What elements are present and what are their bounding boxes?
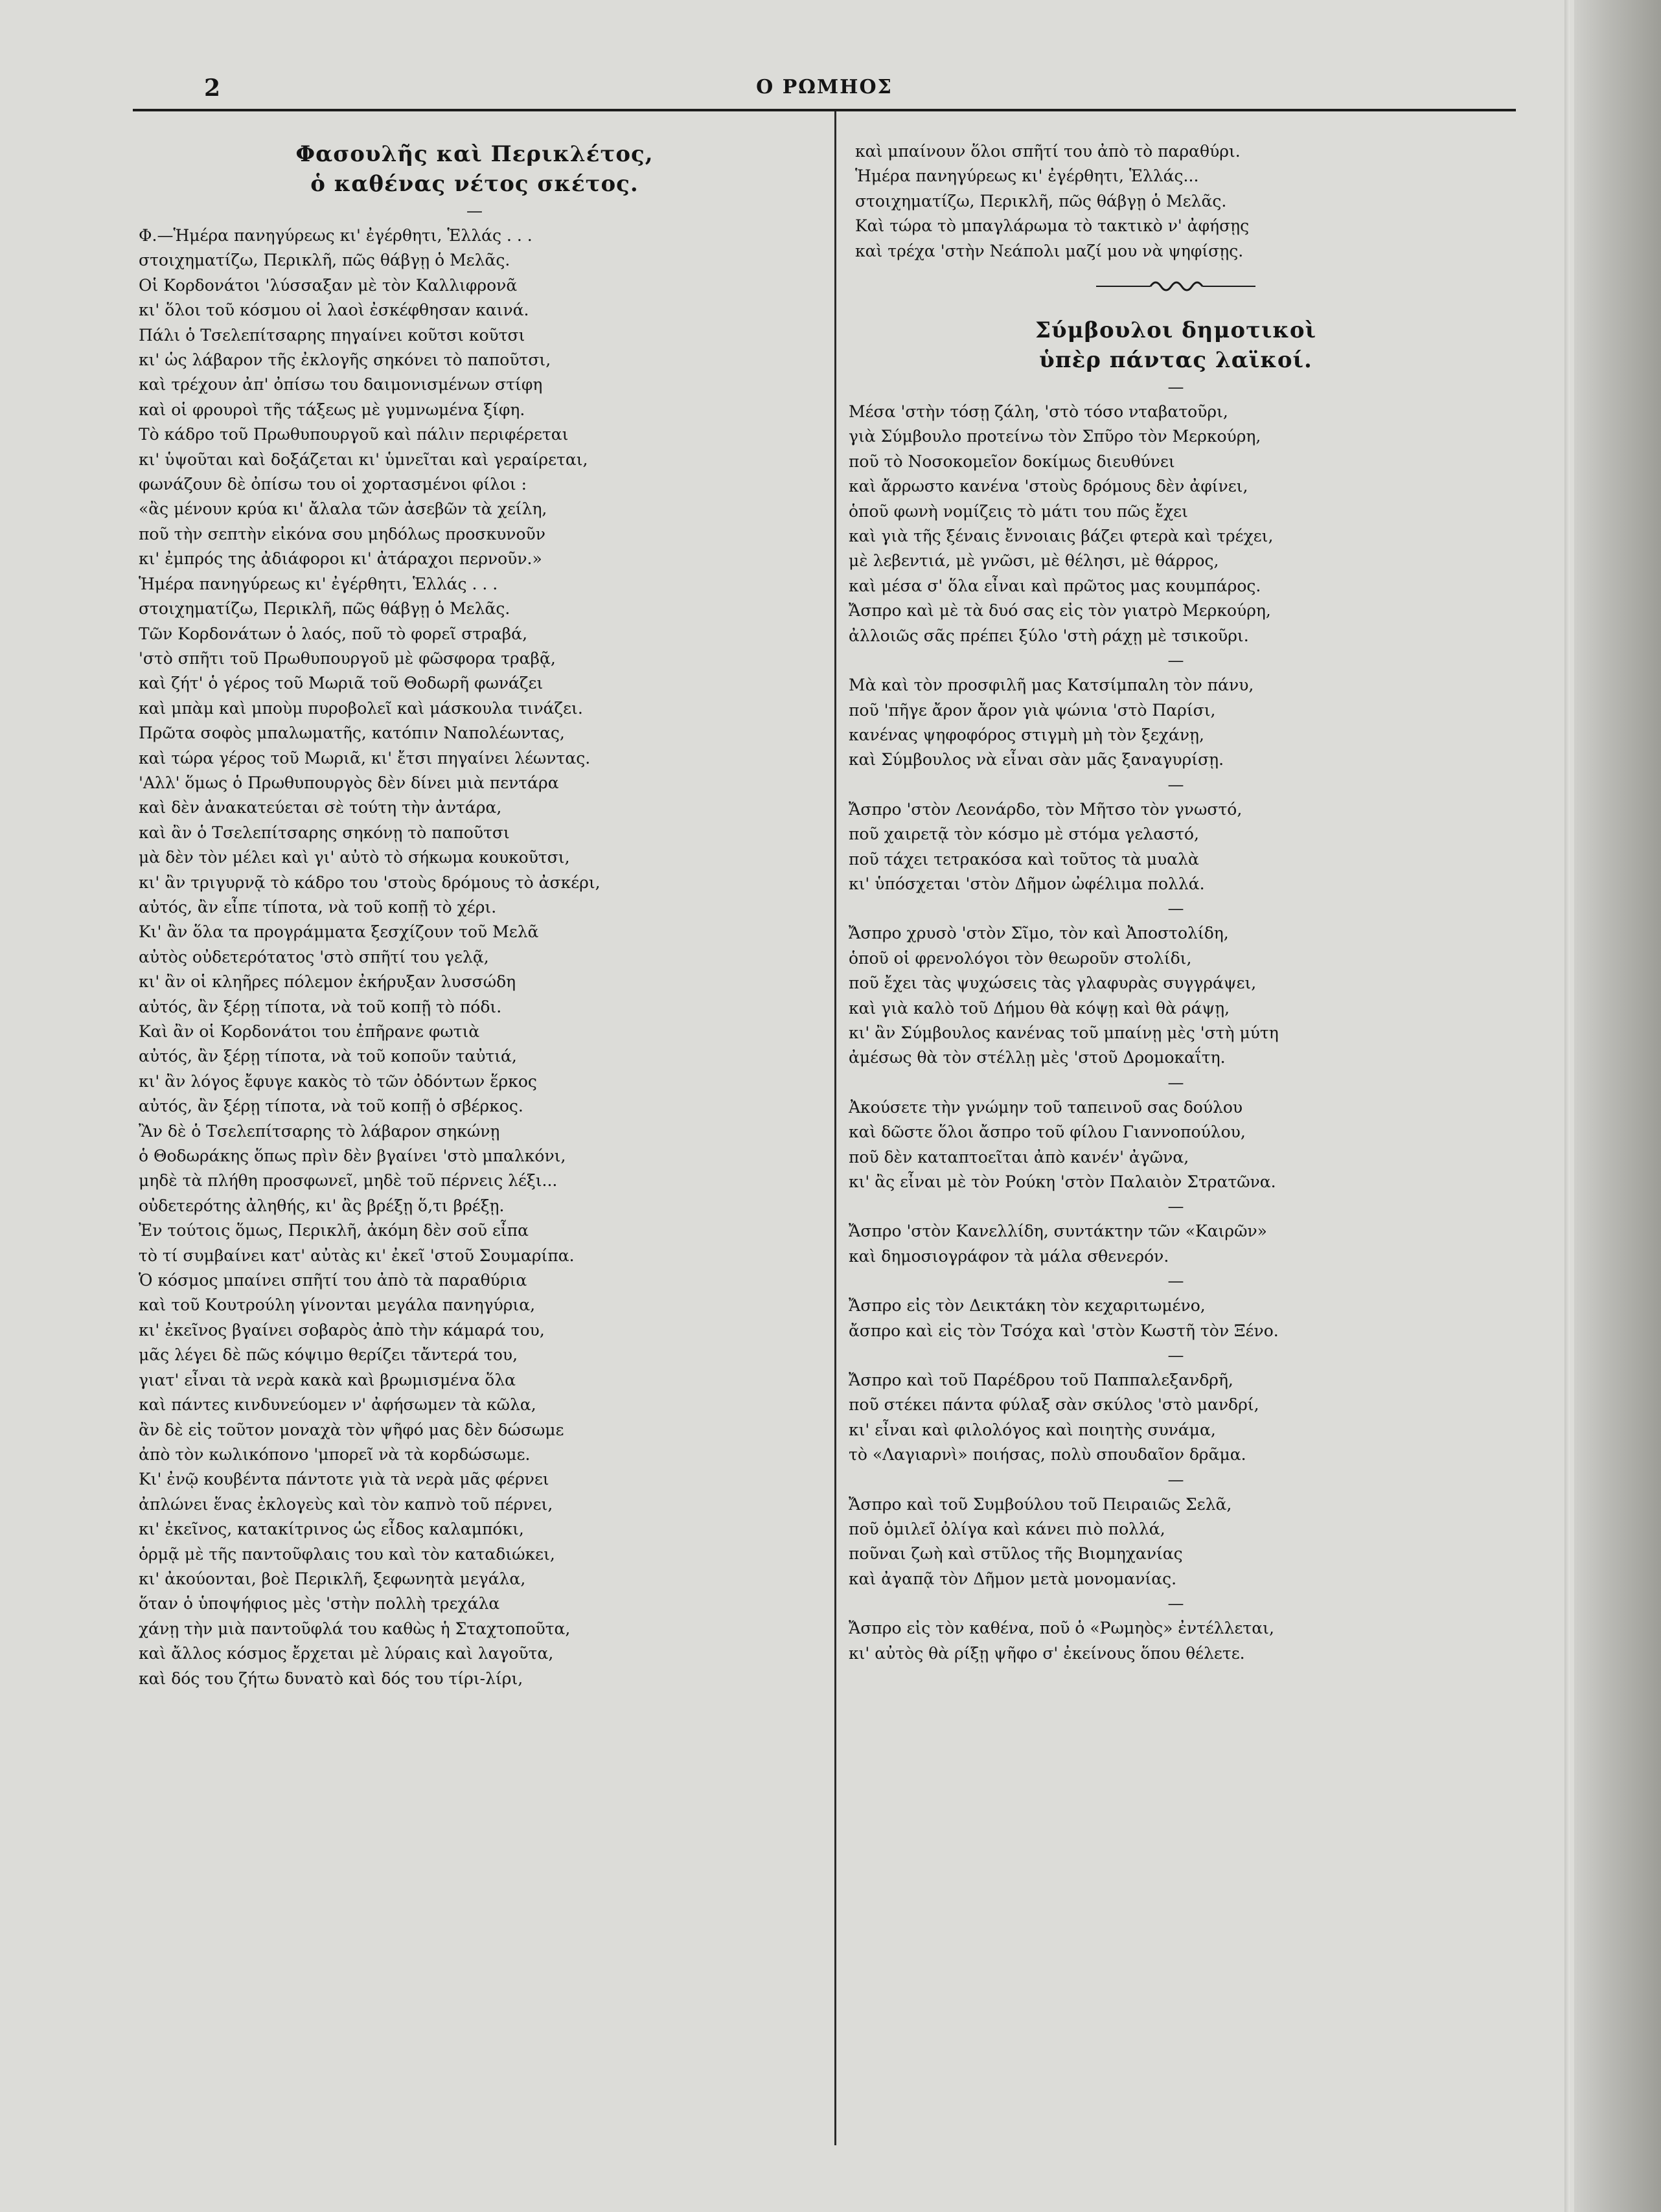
verse-line: τὸ «Λαγιαρνὶ» ποιήσας, πολὺ σπουδαῖον δρᾶμα. bbox=[849, 1445, 1246, 1465]
verse-line: ποῦ στέκει πάντα φύλαξ σὰν σκύλος 'στὸ μανδρί, bbox=[849, 1395, 1259, 1415]
verse-line: Οἱ Κορδονάτοι 'λύσσαξαν μὲ τὸν Καλλιφρονᾶ bbox=[139, 275, 518, 295]
stanza-separator: — bbox=[1167, 1197, 1184, 1216]
verse-line: αὐτὸς οὐδετερότατος 'στὸ σπῆτί του γελᾷ, bbox=[139, 947, 489, 966]
page-number: 2 bbox=[204, 74, 221, 102]
verse-line: Ἄσπρο 'στὸν Λεονάρδο, τὸν Μῆτσο τὸν γνωστό, bbox=[849, 799, 1243, 819]
stanza bbox=[849, 921, 1503, 1070]
right-column bbox=[849, 139, 1503, 1666]
verse-line: καὶ ἄρρωστο κανένα 'στοὺς δρόμους δὲν ἀφίνει, bbox=[849, 477, 1248, 496]
verse-line: ἀπὸ τὸν κωλικόπονο 'μπορεῖ νὰ τὰ κορδώσωμε. bbox=[139, 1444, 531, 1464]
stanza-separator: — bbox=[1167, 1271, 1184, 1291]
verse-line: κι' ὑπόσχεται 'στὸν Δῆμον ὠφέλιμα πολλά. bbox=[849, 874, 1205, 893]
verse-line: ἀπλώνει ἕνας ἐκλογεὺς καὶ τὸν καπνὸ τοῦ πέρνει, bbox=[139, 1494, 553, 1514]
verse-line: ποῦ δὲν καταπτοεῖται ἀπὸ κανέν' ἀγῶνα, bbox=[849, 1147, 1189, 1167]
verse-line: καὶ ζήτ' ὁ γέρος τοῦ Μωριᾶ τοῦ Θοδωρῆ φωνάζει bbox=[139, 674, 544, 693]
verse-line: καὶ δῶστε ὅλοι ἄσπρο τοῦ φίλου Γιαννοπούλου, bbox=[849, 1123, 1246, 1142]
verse-line: Ἄσπρο εἰς τὸν Δεικτάκη τὸν κεχαριτωμένο, bbox=[849, 1296, 1206, 1316]
verse-line: Κι' ἐνῷ κουβέντα πάντοτε γιὰ τὰ νερὰ μᾶς φέρνει bbox=[139, 1470, 549, 1489]
verse-line: Μὰ καὶ τὸν προσφιλῆ μας Κατσίμπαλη τὸν πάνυ, bbox=[849, 676, 1254, 695]
verse-line: καὶ ἀγαπᾷ τὸν Δῆμον μετὰ μονομανίας. bbox=[849, 1569, 1177, 1588]
verse-line: κι' αὐτὸς θὰ ρίξῃ ψῆφο σ' ἐκείνους ὅπου θέλετε. bbox=[849, 1643, 1245, 1663]
verse-line: ποῦ ἔχει τὰς ψυχώσεις τὰς γλαφυρὰς συγγράψει, bbox=[849, 974, 1257, 993]
verse-line: ὁποῦ οἱ φρενολόγοι τὸν θεωροῦν στολίδι, bbox=[849, 948, 1192, 968]
verse-line: στοιχηματίζω, Περικλῆ, πῶς θάβγῃ ὁ Μελᾶς. bbox=[139, 251, 510, 270]
verse-line: ὁποῦ φωνὴ νομίζεις τὸ μάτι του πῶς ἔχει bbox=[849, 501, 1188, 521]
masthead-title: Ο ΡΩΜΗΟΣ bbox=[756, 76, 893, 98]
verse-line: ἀλλοιῶς σᾶς πρέπει ξύλο 'στὴ ράχῃ μὲ τσικοῦρι. bbox=[849, 626, 1249, 645]
verse-line: ποῦ τὸ Νοσοκομεῖον δοκίμως διευθύνει bbox=[849, 451, 1175, 471]
left-column bbox=[130, 139, 819, 1691]
verse-line: ὅταν ὁ ὑποψήφιος μὲς 'στὴν πολλὴ τρεχάλα bbox=[139, 1594, 500, 1613]
verse-line: κι' ἂν Σύμβουλος κανένας τοῦ μπαίνῃ μὲς 'στὴ μύτη bbox=[849, 1023, 1279, 1042]
verse-line: κι' ἐκεῖνος βγαίνει σοβαρὸς ἀπὸ τὴν κάμαρά του, bbox=[139, 1320, 545, 1340]
article2-title bbox=[849, 315, 1503, 375]
verse-line: καὶ τρέχουν ἀπ' ὀπίσω του δαιμονισμένων στίφη bbox=[139, 375, 543, 394]
verse-line: Ἄσπρο καὶ μὲ τὰ δυό σας εἰς τὸν γιατρὸ Μερκούρη, bbox=[849, 601, 1271, 621]
verse-line: γιατ' εἶναι τὰ νερὰ κακὰ καὶ βρωμισμένα ὅλα bbox=[139, 1370, 516, 1389]
stanza bbox=[849, 797, 1503, 897]
verse-line: αὐτός, ἂν ξέρῃ τίποτα, νὰ τοῦ κοπῇ τὸ πόδι. bbox=[139, 997, 502, 1016]
verse-line: ποῦ τάχει τετρακόσα καὶ τοῦτος τὰ μυαλὰ bbox=[849, 849, 1199, 869]
verse-line: Ἂν δὲ ὁ Τσελεπίτσαρης τὸ λάβαρον σηκώνῃ bbox=[139, 1121, 500, 1141]
verse-line: καὶ δὲν ἀνακατεύεται σὲ τούτη τὴν ἀντάρα, bbox=[139, 798, 502, 817]
verse-line: ποῦναι ζωὴ καὶ στῦλος τῆς Βιομηχανίας bbox=[849, 1544, 1183, 1564]
verse-line: καὶ δός του ζήτω δυνατὸ καὶ δός του τίρι-λίρι, bbox=[139, 1669, 523, 1688]
verse-line: Ἄσπρο 'στὸν Κανελλίδη, συντάκτην τῶν «Καιρῶν» bbox=[849, 1222, 1267, 1241]
verse-line: Ὁ κόσμος μπαίνει σπῆτί του ἀπὸ τὰ παραθύρια bbox=[139, 1271, 527, 1290]
header-rule bbox=[133, 109, 1516, 111]
verse-line: αὐτός, ἂν ξέρῃ τίποτα, νὰ τοῦ κοπῇ ὁ σβέρκος. bbox=[139, 1097, 523, 1116]
verse-line: ὁ Θοδωράκης ὅπως πρὶν δὲν βγαίνει 'στὸ μπαλκόνι, bbox=[139, 1146, 566, 1166]
verse-line: χάνῃ τὴν μιὰ παντοῦφλά του καθὼς ἡ Σταχτοποῦτα, bbox=[139, 1619, 571, 1638]
verse-line: ἄσπρο καὶ εἰς τὸν Τσόχα καὶ 'στὸν Κωστῆ τὸν Ξένο. bbox=[849, 1321, 1279, 1340]
verse-line: καὶ δημοσιογράφον τὰ μάλα σθενερόν. bbox=[849, 1246, 1169, 1266]
article2-title-line: Σύμβουλοι δημοτικοὶ bbox=[1035, 317, 1317, 344]
verse-line: Ἄσπρο καὶ τοῦ Παρέδρου τοῦ Παππαλεξανδρῆ, bbox=[849, 1371, 1233, 1390]
stanza bbox=[849, 673, 1503, 773]
article1-title bbox=[130, 139, 819, 199]
verse-line: ἀμέσως θὰ τὸν στέλλῃ μὲς 'στοῦ Δρομοκαΐτη. bbox=[849, 1048, 1226, 1067]
verse-line: κι' ἂν οἱ κληῆρες πόλεμον ἐκήρυξαν λυσσώδη bbox=[139, 972, 516, 992]
article2-separator: — bbox=[1167, 378, 1184, 397]
verse-line: ποῦ χαιρετᾷ τὸν κόσμο μὲ στόμα γελαστό, bbox=[849, 825, 1199, 844]
stanza bbox=[849, 1368, 1503, 1468]
verse-line: Καὶ τώρα τὸ μπαγλάρωμα τὸ τακτικὸ ν' ἀφήσῃς bbox=[855, 216, 1250, 236]
verse-line: αὐτός, ἂν εἶπε τίποτα, νὰ τοῦ κοπῇ τὸ χέρι. bbox=[139, 897, 497, 917]
verse-line: καὶ Σύμβουλος νὰ εἶναι σὰν μᾶς ξαναγυρίσῃ. bbox=[849, 750, 1224, 770]
verse-line: Ἄσπρο καὶ τοῦ Συμβούλου τοῦ Πειραιῶς Σελᾶ, bbox=[849, 1494, 1232, 1514]
verse-line: οὐδετερότης ἀληθής, κι' ἂς βρέξῃ ὅ,τι βρέξῃ. bbox=[139, 1196, 505, 1215]
stanza bbox=[849, 1294, 1503, 1343]
verse-line: κανένας ψηφοφόρος στιγμὴ μὴ τὸν ξεχάνῃ, bbox=[849, 725, 1204, 744]
verse-line: Πάλι ὁ Τσελεπίτσαρης πηγαίνει κοῦτσι κοῦτσι bbox=[139, 325, 525, 345]
stanza-separator: — bbox=[1167, 1470, 1184, 1489]
verse-line: Φ.—Ἡμέρα πανηγύρεως κι' ἐγέρθητι, Ἑλλάς . . . bbox=[139, 226, 533, 245]
stanza-separator: — bbox=[1167, 1073, 1184, 1092]
stanza-separator: — bbox=[1167, 1594, 1184, 1613]
stanza bbox=[849, 1492, 1503, 1592]
verse-line: ἂν δὲ εἰς τοῦτον μοναχὰ τὸν ψῆφό μας δὲν δώσωμε bbox=[139, 1420, 564, 1439]
verse-line: καὶ γιὰ καλὸ τοῦ Δήμου θὰ κόψῃ καὶ θὰ ράψῃ, bbox=[849, 998, 1230, 1018]
page-header bbox=[133, 74, 1516, 113]
verse-line: καὶ πάντες κινδυνεύομεν ν' ἀφήσωμεν τὰ κῶλα, bbox=[139, 1395, 536, 1415]
verse-line: ποῦ 'πῆγε ἄρον ἄρον γιὰ ψώνια 'στὸ Παρίσι, bbox=[849, 700, 1216, 720]
verse-line: καὶ μπὰμ καὶ μποὺμ πυροβολεῖ καὶ μάσκουλα τινάζει. bbox=[139, 698, 583, 718]
stanza-separator: — bbox=[1167, 651, 1184, 670]
page-edge-shadow bbox=[1574, 0, 1661, 2212]
verse-line: Κι' ἂν ὅλα τα προγράμματα ξεσχίζουν τοῦ Μελᾶ bbox=[139, 922, 539, 942]
article1-title-line: Φασουλῆς καὶ Περικλέτος, bbox=[295, 141, 654, 167]
article1-title-line: ὁ καθένας νέτος σκέτος. bbox=[310, 171, 639, 197]
verse-line: Καὶ ἂν οἱ Κορδονάτοι του ἐπῆρανε φωτιὰ bbox=[139, 1022, 480, 1041]
verse-line: Ἡμέρα πανηγύρεως κι' ἐγέρθητι, Ἑλλάς... bbox=[855, 166, 1199, 186]
verse-line: ὁρμᾷ μὲ τῆς παντοῦφλαις του καὶ τὸν καταδιώκει, bbox=[139, 1544, 555, 1564]
verse-line: καὶ μέσα σ' ὅλα εἶναι καὶ πρῶτος μας κουμπάρος. bbox=[849, 576, 1261, 595]
verse-line: καὶ γιὰ τῆς ξέναις ἔννοιαις βάζει φτερὰ καὶ τρέχει, bbox=[849, 527, 1274, 546]
verse-line: κι' ἐκεῖνος, κατακίτρινος ὡς εἶδος καλαμπόκι, bbox=[139, 1520, 524, 1539]
verse-line: κι' ὡς λάβαρον τῆς ἐκλογῆς σηκόνει τὸ παποῦτσι, bbox=[139, 350, 551, 370]
verse-line: Τῶν Κορδονάτων ὁ λαός, ποῦ τὸ φορεῖ στραβά, bbox=[139, 624, 528, 643]
verse-line: κι' ἂν τριγυρνᾷ τὸ κάδρο του 'στοὺς δρόμους τὸ ἀσκέρι, bbox=[139, 872, 601, 892]
verse-line: καὶ ἂν ὁ Τσελεπίτσαρης σηκόνῃ τὸ παποῦτσι bbox=[139, 823, 510, 842]
verse-line: Ἄσπρο χρυσὸ 'στὸν Σῖμο, τὸν καὶ Ἀποστολίδη, bbox=[849, 924, 1229, 943]
verse-line: κι' εἶναι καὶ φιλολόγος καὶ ποιητὴς συνάμα, bbox=[849, 1420, 1216, 1439]
verse-line: Πρῶτα σοφὸς μπαλωματῆς, κατόπιν Ναπολέωντας, bbox=[139, 724, 565, 743]
verse-line: κι' ἂν λόγος ἔφυγε κακὸς τὸ τῶν ὀδόντων ἕρκος bbox=[139, 1071, 537, 1091]
verse-line: καὶ τώρα γέρος τοῦ Μωριᾶ, κι' ἔτσι πηγαίνει λέωντας. bbox=[139, 748, 591, 768]
verse-line: 'Αλλ' ὅμως ὁ Πρωθυπουργὸς δὲν δίνει μιὰ πεντάρα bbox=[139, 773, 559, 792]
verse-line: καὶ μπαίνουν ὅλοι σπῆτί του ἀπὸ τὸ παραθύρι. bbox=[855, 142, 1241, 161]
page-edge bbox=[1564, 0, 1570, 2212]
verse-line: ποῦ τὴν σεπτὴν εἰκόνα σου μηδόλως προσκυνοῦν bbox=[139, 524, 545, 543]
verse-line: Ἡμέρα πανηγύρεως κι' ἐγέρθητι, Ἑλλάς . . . bbox=[139, 574, 498, 593]
verse-line: στοιχηματίζω, Περικλῆ, πῶς θάβγῃ ὁ Μελᾶς. bbox=[855, 191, 1227, 211]
verse-line: κι' ὅλοι τοῦ κόσμου οἱ λαοὶ ἐσκέφθησαν καινά. bbox=[139, 301, 529, 320]
verse-line: μᾶς λέγει δὲ πῶς κόψιμο θερίζει τἄντερά του, bbox=[139, 1345, 518, 1365]
verse-line: 'στὸ σπῆτι τοῦ Πρωθυπουργοῦ μὲ φῶσφορα τραβᾷ, bbox=[139, 648, 556, 668]
verse-line: «ἂς μένουν κρύα κι' ἄλαλα τῶν ἀσεβῶν τὰ χείλη, bbox=[139, 499, 547, 519]
article1-continuation bbox=[849, 139, 1503, 264]
stanza bbox=[849, 1616, 1503, 1666]
verse-line: καὶ οἱ φρουροὶ τῆς τάξεως μὲ γυμνωμένα ξίφη. bbox=[139, 400, 525, 419]
verse-line: Μέσα 'στὴν τόσῃ ζάλη, 'στὸ τόσο νταβατοῦρι, bbox=[849, 402, 1228, 422]
stanza bbox=[849, 1219, 1503, 1269]
stanza-separator: — bbox=[1167, 899, 1184, 918]
verse-line: μὲ λεβεντιά, μὲ γνῶσι, μὲ θέλησι, μὲ θάρρος, bbox=[849, 551, 1219, 571]
stanza bbox=[849, 400, 1503, 648]
verse-line: κι' ὑψοῦται καὶ δοξάζεται κι' ὑμνεῖται καὶ γεραίρεται, bbox=[139, 450, 588, 469]
verse-line: μὰ δὲν τὸν μέλει καὶ γι' αὐτὸ τὸ σήκωμα κουκοῦτσι, bbox=[139, 848, 570, 867]
article1-separator: — bbox=[466, 201, 483, 220]
article2-body bbox=[849, 400, 1503, 1666]
verse-line: κι' ἐμπρός της ἀδιάφοροι κι' ἀτάραχοι περνοῦν.» bbox=[139, 549, 542, 569]
verse-line: τὸ τί συμβαίνει κατ' αὐτὰς κι' ἐκεῖ 'στοῦ Σουμαρίπα. bbox=[139, 1246, 575, 1265]
verse-line: κι' ἂς εἶναι μὲ τὸν Ρούκη 'στὸν Παλαιὸν Στρατῶνα. bbox=[849, 1172, 1276, 1191]
ornament-divider bbox=[1095, 277, 1257, 296]
verse-line: καὶ τρέχα 'στὴν Νεάπολι μαζί μου νὰ ψηφίσῃς. bbox=[855, 241, 1244, 260]
verse-line: αὐτός, ἂν ξέρῃ τίποτα, νὰ τοῦ κοποῦν ταὐτιά, bbox=[139, 1047, 517, 1066]
verse-line: καὶ τοῦ Κουτρούλη γίνονται μεγάλα πανηγύρια, bbox=[139, 1295, 536, 1315]
verse-line: Ἄσπρο εἰς τὸν καθένα, ποῦ ὁ «Ρωμηὸς» ἐντέλλεται, bbox=[849, 1619, 1274, 1638]
column-divider bbox=[834, 111, 836, 2145]
verse-line: Ἐν τούτοις ὅμως, Περικλῆ, ἀκόμη δὲν σοῦ εἶπα bbox=[139, 1221, 529, 1240]
verse-line: φωνάζουν δὲ ὀπίσω του οἱ χορτασμένοι φίλοι : bbox=[139, 475, 527, 494]
verse-line: κι' ἀκούονται, βοὲ Περικλῆ, ξεφωνητὰ μεγάλα, bbox=[139, 1569, 526, 1588]
verse-line: καὶ ἄλλος κόσμος ἔρχεται μὲ λύραις καὶ λαγοῦτα, bbox=[139, 1644, 554, 1663]
stanza-separator: — bbox=[1167, 1346, 1184, 1365]
verse-line: μηδὲ τὰ πλήθη προσφωνεῖ, μηδὲ τοῦ πέρνεις λέξι... bbox=[139, 1171, 558, 1191]
verse-line: ποῦ ὁμιλεῖ ὀλίγα καὶ κάνει πιὸ πολλά, bbox=[849, 1520, 1165, 1539]
verse-line: γιὰ Σύμβουλο προτείνω τὸν Σπῦρο τὸν Μερκούρη, bbox=[849, 427, 1261, 446]
verse-line: Ἀκούσετε τὴν γνώμην τοῦ ταπεινοῦ σας δούλου bbox=[849, 1097, 1243, 1117]
article2-title-line: ὑπὲρ πάντας λαϊκοί. bbox=[1039, 347, 1312, 374]
verse-line: στοιχηματίζω, Περικλῆ, πῶς θάβγῃ ὁ Μελᾶς. bbox=[139, 599, 510, 619]
stanza-separator: — bbox=[1167, 775, 1184, 794]
stanza bbox=[849, 1095, 1503, 1195]
verse-line: Τὸ κάδρο τοῦ Πρωθυπουργοῦ καὶ πάλιν περιφέρεται bbox=[139, 425, 569, 444]
article1-body bbox=[130, 223, 819, 1691]
